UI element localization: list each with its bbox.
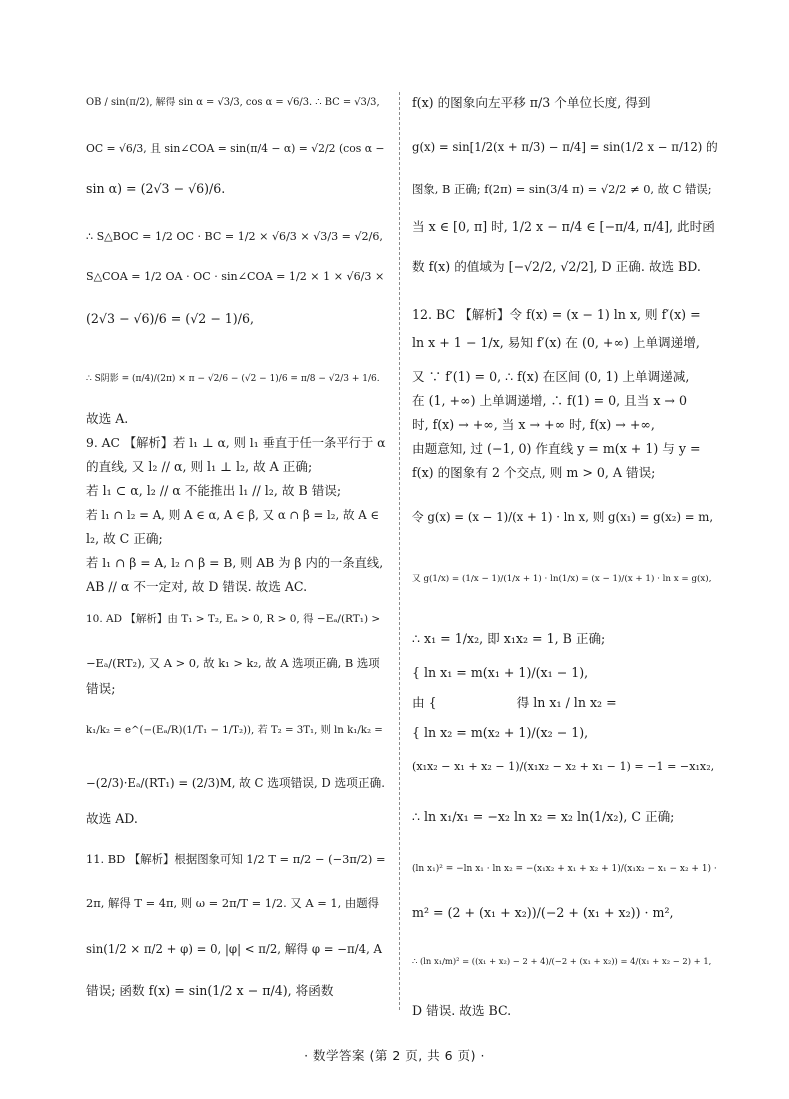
left-line-12: 若 l₁ ∩ l₂ = A, 则 A ∈ α, A ∈ β, 又 α ∩ β = l₂, 故 A ∈ (86, 508, 380, 522)
right-line-17: 由 { 得 ln x₁ / ln x₂ = (412, 695, 617, 710)
right-line-5: 数 f(x) 的值域为 [−√2/2, √2/2], D 正确. 故选 BD. (412, 259, 701, 274)
left-line-21: 故选 AD. (86, 811, 138, 826)
right-column (412, 92, 718, 1026)
left-line-13: l₂, 故 C 正确; (86, 531, 163, 546)
left-line-7: ∴ S阴影 = (π/4)/(2π) × π − √2/6 − (√2 − 1)/6 = π/8 − √2/3 + 1/6. (86, 374, 380, 384)
left-line-24: sin(1/2 × π/2 + φ) = 0, |φ| < π/2, 解得 φ = −π/4, A (86, 942, 382, 956)
left-line-1: OB / sin(π/2), 解得 sin α = √3/3, cos α = √6/3. ∴ BC = √3/3, (86, 97, 380, 108)
right-line-1: f(x) 的图象向左平移 π/3 个单位长度, 得到 (412, 95, 651, 110)
page-footer: · 数学答案 (第 2 页, 共 6 页) · (304, 1048, 485, 1063)
right-line-7: ln x + 1 − 1/x, 易知 f′(x) 在 (0, +∞) 上单调递增, (412, 335, 700, 350)
left-line-8: 故选 A. (86, 411, 129, 426)
left-line-18: 错误; (86, 681, 116, 696)
right-line-16: { ln x₁ = m(x₁ + 1)/(x₁ − 1), (412, 665, 589, 680)
left-line-9: 9. AC 【解析】若 l₁ ⊥ α, 则 l₁ 垂直于任一条平行于 α (86, 436, 386, 450)
right-line-19: (x₁x₂ − x₁ + x₂ − 1)/(x₁x₂ − x₂ + x₁ − 1) = −1 = −x₁x₂, (412, 760, 715, 773)
right-line-14: 又 g(1/x) = (1/x − 1)/(1/x + 1) · ln(1/x) = (x − 1)/(x + 1) · ln x = g(x), (412, 574, 712, 584)
left-line-10: 的直线, 又 l₂ // α, 则 l₁ ⊥ l₂, 故 A 正确; (86, 459, 313, 474)
right-line-21: (ln x₁)² = −ln x₁ · ln x₂ = −(x₁x₂ + x₁ + x₂ + 1)/(x₁x₂ − x₁ − x₂ + 1) · (412, 864, 717, 874)
right-line-15: ∴ x₁ = 1/x₂, 即 x₁x₂ = 1, B 正确; (412, 631, 606, 646)
right-line-9: 在 (1, +∞) 上单调递增, ∴ f(1) = 0, 且当 x → 0 (412, 393, 688, 408)
right-line-12: f(x) 的图象有 2 个交点, 则 m > 0, A 错误; (412, 465, 656, 480)
right-line-22: m² = (2 + (x₁ + x₂))/(−2 + (x₁ + x₂)) · m², (412, 905, 674, 920)
left-line-17: −Eₐ/(RT₂), 又 A > 0, 故 k₁ > k₂, 故 A 选项正确, B 选项 (86, 656, 380, 670)
left-line-19: k₁/k₂ = e^(−(Eₐ/R)(1/T₁ − 1/T₂)), 若 T₂ = 3T₁, 则 ln k₁/k₂ = (86, 725, 383, 736)
left-line-16: 10. AD 【解析】由 T₁ > T₂, Eₐ > 0, R > 0, 得 −Eₐ/(RT₁) > (86, 613, 381, 625)
right-line-4: 当 x ∈ [0, π] 时, 1/2 x − π/4 ∈ [−π/4, π/4], 此时函 (412, 219, 715, 234)
right-line-6: 12. BC 【解析】令 f(x) = (x − 1) ln x, 则 f′(x) = (412, 307, 701, 322)
left-line-5: S△COA = 1/2 OA · OC · sin∠COA = 1/2 × 1 × √6/3 × (86, 270, 385, 283)
right-line-24: D 错误. 故选 BC. (412, 1003, 512, 1018)
right-line-23: ∴ (ln x₁/m)² = ((x₁ + x₂) − 2 + 4)/(−2 + (x₁ + x₂)) = 4/(x₁ + x₂ − 2) + 1, (412, 956, 712, 966)
left-line-4: ∴ S△BOC = 1/2 OC · BC = 1/2 × √6/3 × √3/3 = √2/6, (86, 230, 383, 243)
left-column (86, 92, 386, 1010)
right-line-11: 由题意知, 过 (−1, 0) 作直线 y = m(x + 1) 与 y = (412, 441, 701, 456)
left-line-23: 2π, 解得 T = 4π, 则 ω = 2π/T = 1/2. 又 A = 1, 由题得 (86, 896, 380, 910)
left-line-2: OC = √6/3, 且 sin∠COA = sin(π/4 − α) = √2/2 (cos α − (86, 142, 385, 155)
left-line-6: (2√3 − √6)/6 = (√2 − 1)/6, (86, 311, 254, 326)
left-line-11: 若 l₁ ⊂ α, l₂ // α 不能推出 l₁ // l₂, 故 B 错误; (86, 483, 342, 498)
left-line-22: 11. BD 【解析】根据图象可知 1/2 T = π/2 − (−3π/2) = (86, 852, 386, 866)
right-line-3: 图象, B 正确; f(2π) = sin(3/4 π) = √2/2 ≠ 0, 故 C 错误; (412, 182, 712, 196)
right-line-2: g(x) = sin[1/2(x + π/3) − π/4] = sin(1/2 x − π/12) 的 (412, 140, 718, 154)
left-line-14: 若 l₁ ∩ β = A, l₂ ∩ β = B, 则 AB 为 β 内的一条直线, (86, 556, 384, 570)
right-line-13: 令 g(x) = (x − 1)/(x + 1) · ln x, 则 g(x₁) = g(x₂) = m, (412, 510, 714, 524)
left-line-20: −(2/3)·Eₐ/(RT₁) = (2/3)M, 故 C 选项错误, D 选项正确. (86, 776, 385, 790)
left-line-15: AB // α 不一定对, 故 D 错误. 故选 AC. (86, 579, 308, 594)
right-line-20: ∴ ln x₁/x₁ = −x₂ ln x₂ = x₂ ln(1/x₂), C 正确; (412, 809, 675, 824)
right-line-10: 时, f(x) → +∞, 当 x → +∞ 时, f(x) → +∞, (412, 417, 655, 432)
left-line-25: 错误; 函数 f(x) = sin(1/2 x − π/4), 将函数 (86, 983, 334, 998)
column-divider (399, 92, 400, 1010)
right-line-8: 又 ∵ f′(1) = 0, ∴ f(x) 在区间 (0, 1) 上单调递减, (412, 369, 690, 384)
left-line-3: sin α) = (2√3 − √6)/6. (86, 181, 226, 196)
right-line-18: { ln x₂ = m(x₂ + 1)/(x₂ − 1), (412, 725, 589, 740)
